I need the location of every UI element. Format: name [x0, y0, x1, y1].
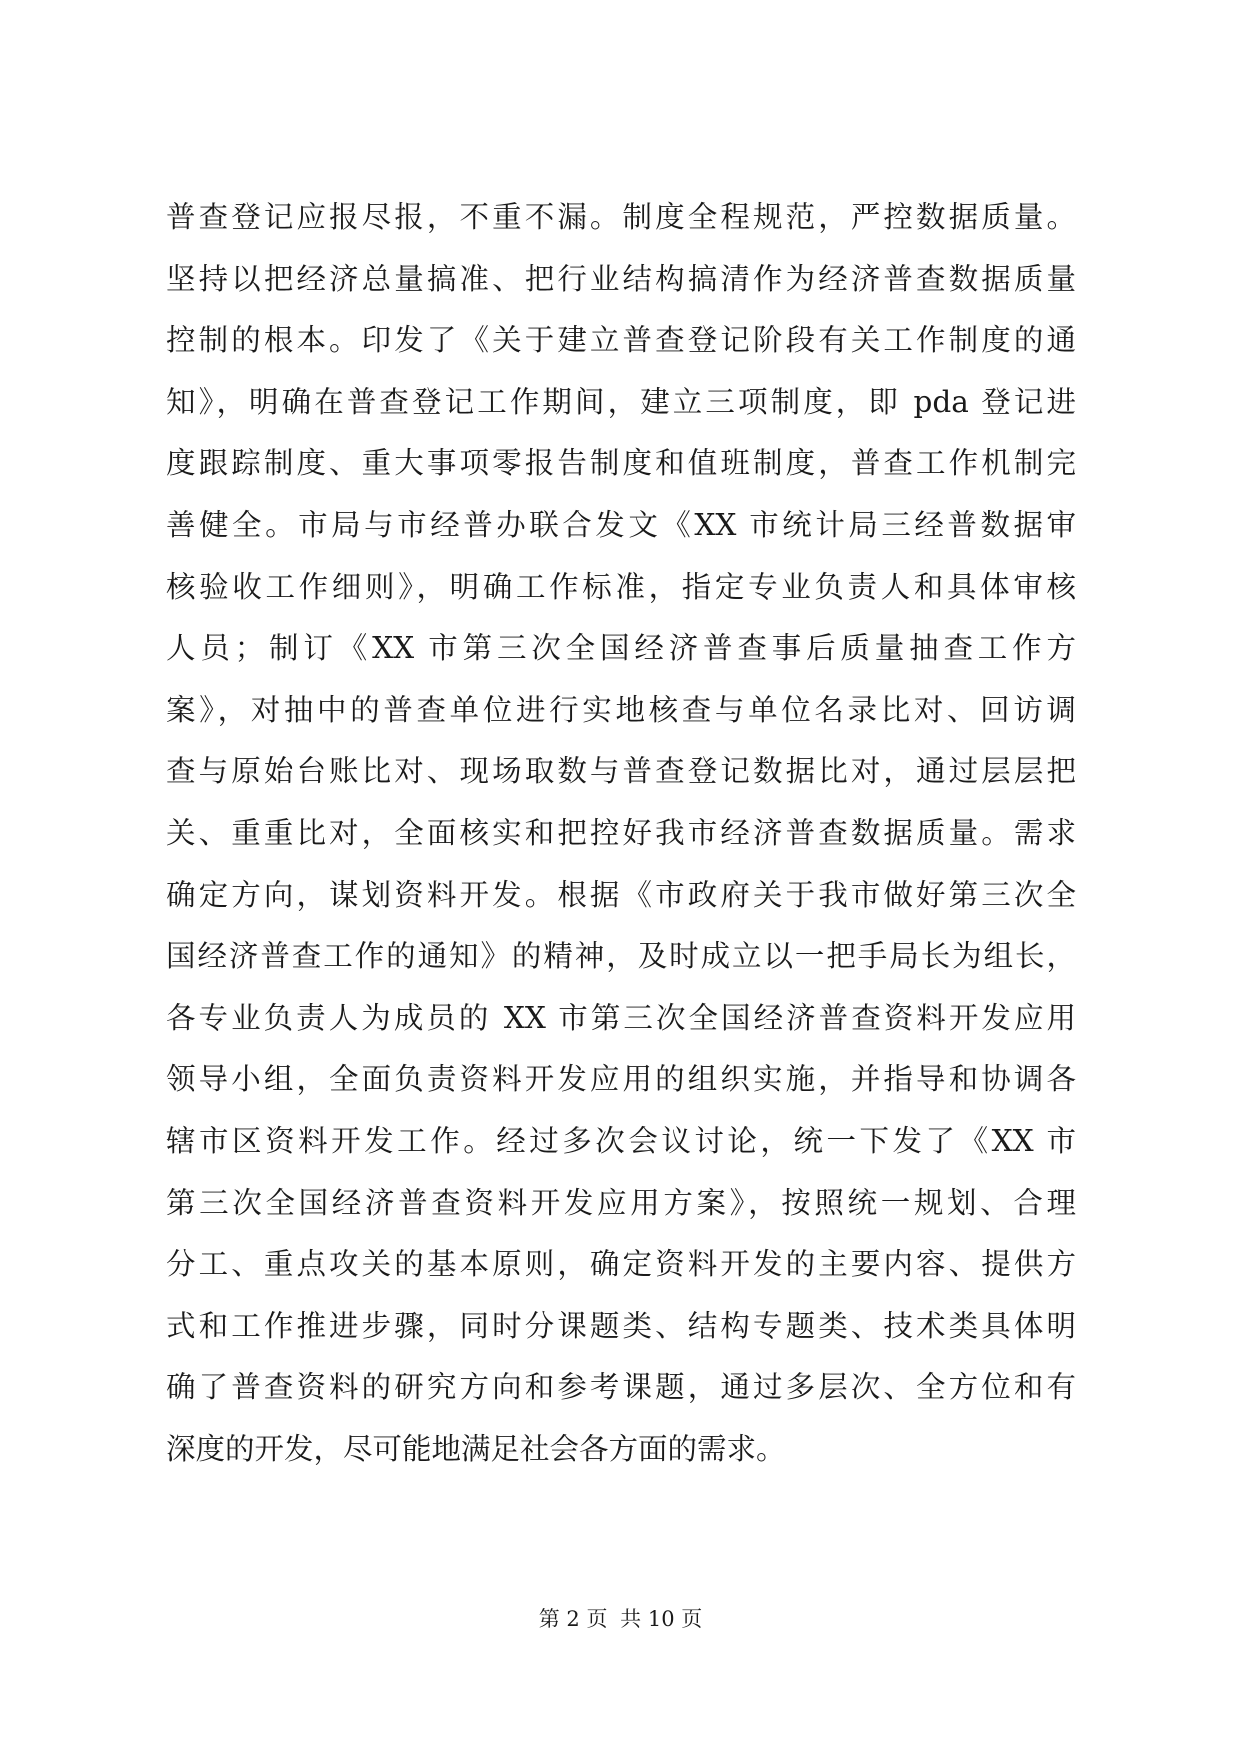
text-line: 第三次全国经济普查资料开发应用方案》，按照统一规划、合理 — [166, 1185, 1076, 1220]
text-line: 确定方向，谋划资料开发。根据《市政府关于我市做好第三次全 — [166, 877, 1076, 912]
text-line: 善健全。市局与市经普办联合发文《XX 市统计局三经普数据审 — [166, 507, 1076, 542]
page-number: 第 2 页 — [538, 1607, 608, 1631]
text-line: 坚持以把经济总量搞准、把行业结构搞清作为经济普查数据质量 — [166, 261, 1076, 296]
text-line: 度跟踪制度、重大事项零报告制度和值班制度，普查工作机制完 — [166, 446, 1076, 481]
text-line: 式和工作推进步骤，同时分课题类、结构专题类、技术类具体明 — [166, 1308, 1076, 1343]
text-line: 辖市区资料开发工作。经过多次会议讨论，统一下发了《XX 市 — [166, 1123, 1076, 1158]
text-line: 各专业负责人为成员的 XX 市第三次全国经济普查资料开发应用 — [166, 1000, 1076, 1035]
text-line: 领导小组，全面负责资料开发应用的组织实施，并指导和协调各 — [166, 1062, 1076, 1097]
text-line: 普查登记应报尽报，不重不漏。制度全程规范，严控数据质量。 — [166, 200, 1076, 234]
text-line: 分工、重点攻关的基本原则，确定资料开发的主要内容、提供方 — [166, 1247, 1076, 1282]
text-line: 控制的根本。印发了《关于建立普查登记阶段有关工作制度的通 — [166, 323, 1076, 358]
text-line: 国经济普查工作的通知》的精神，及时成立以一把手局长为组长， — [166, 939, 1076, 974]
text-line: 核验收工作细则》，明确工作标准，指定专业负责人和具体审核 — [166, 569, 1076, 604]
body-paragraph — [166, 196, 1076, 1489]
page-footer — [0, 1604, 1241, 1634]
text-line: 知》，明确在普查登记工作期间，建立三项制度，即 pda 登记进 — [166, 384, 1076, 419]
text-line: 查与原始台账比对、现场取数与普查登记数据比对，通过层层把 — [166, 754, 1076, 789]
text-line: 确了普查资料的研究方向和参考课题，通过多层次、全方位和有 — [166, 1370, 1076, 1405]
text-line: 人员；制订《XX 市第三次全国经济普查事后质量抽查工作方 — [166, 631, 1076, 666]
text-line: 深度的开发，尽可能地满足社会各方面的需求。 — [166, 1431, 786, 1466]
text-line: 关、重重比对，全面核实和把控好我市经济普查数据质量。需求 — [166, 815, 1076, 850]
page-total: 共 10 页 — [620, 1607, 703, 1631]
text-line: 案》，对抽中的普查单位进行实地核查与单位名录比对、回访调 — [166, 692, 1076, 727]
